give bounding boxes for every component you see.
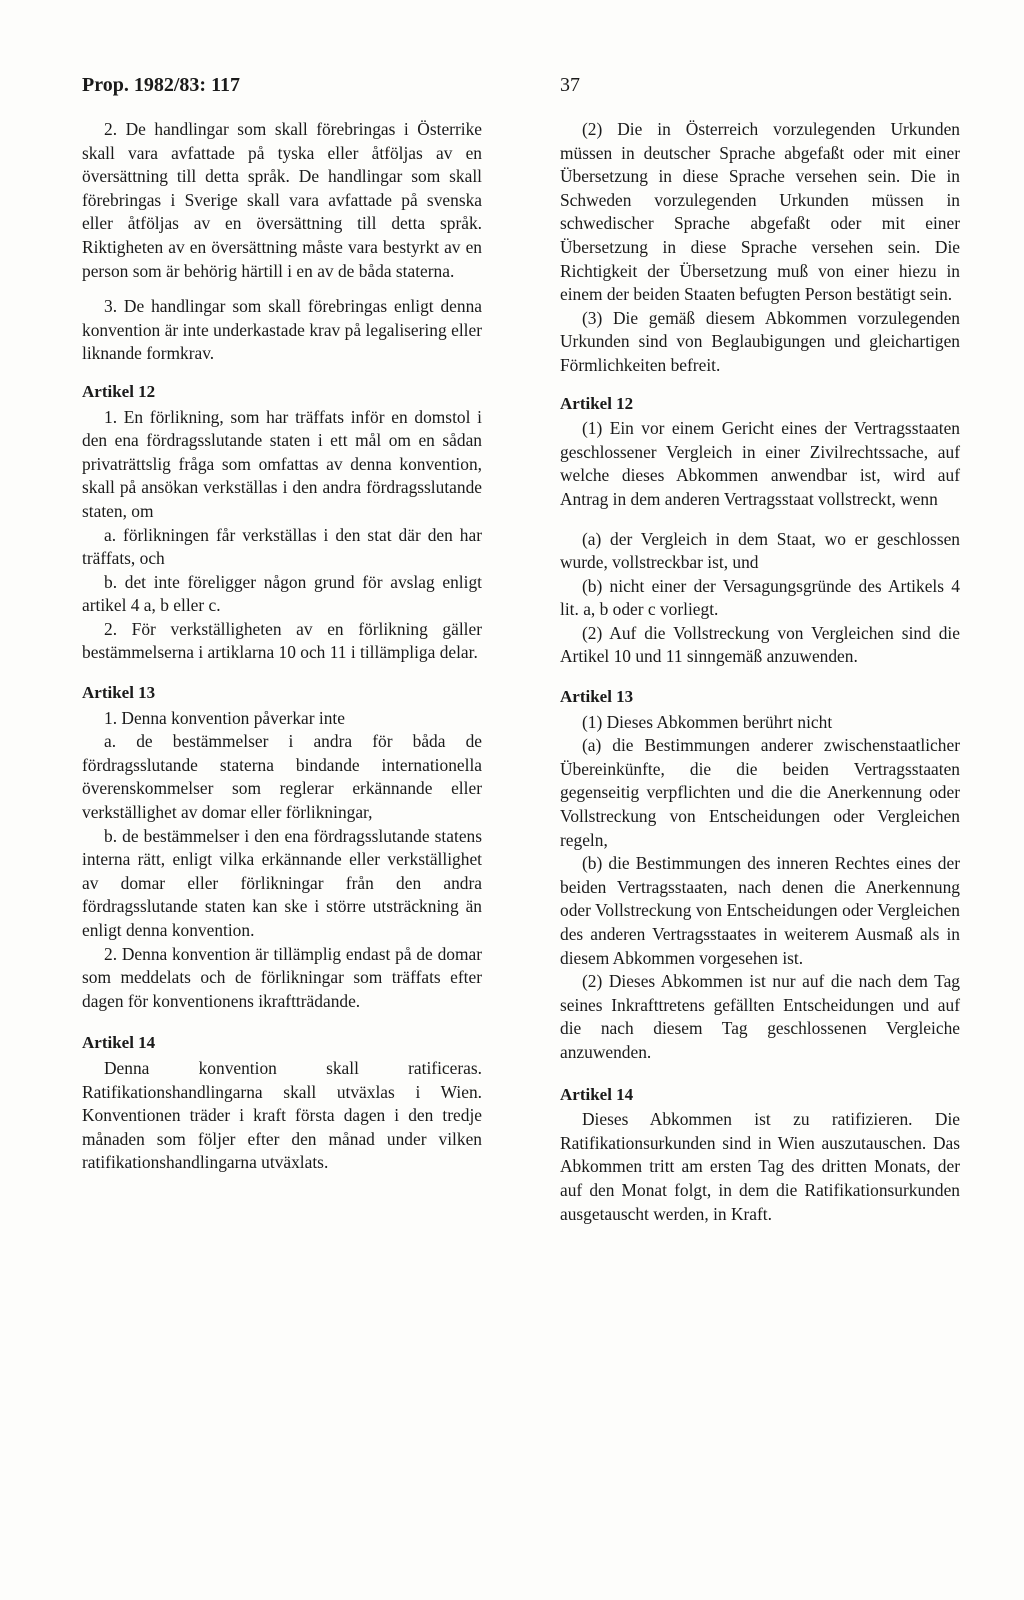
swedish-text-column (82, 118, 482, 1175)
paragraph: 1. Denna konvention påverkar inte (104, 707, 345, 728)
article-heading: Artikel 12 (82, 381, 156, 401)
article-heading: Artikel 14 (82, 1033, 156, 1053)
paragraph: (b) die Bestimmungen des inneren Rechtes eines der beiden Vertragsstaaten, nach denen die Anerkennung oder Vollstreckung von Entscheidungen oder Vergleichen des anderen Vertragsstaates in weiterem Ausmaß als in diesem Abkommen vorgesehen ist. (560, 853, 960, 968)
paragraph: (2) Die in Österreich vorzulegenden Urkunden müssen in deutscher Sprache abgefaßt oder mit einer Übersetzung in diese Sprache versehen sein. Die in Schweden vorzulegenden Urkunden müssen in schwedischer Sprache abgefaßt oder mit einer Übersetzung in diese Sprache versehen sein. Die Richtigkeit der Übersetzung muß von einer hiezu in einem der beiden Staaten befugten Person bestätigt sein. (560, 119, 960, 305)
paragraph: b. de bestämmelser i den ena fördragsslutande statens interna rätt, enligt vilka erkännande eller verkställighet av domar eller förlikningar från den andra fördragsslutande staten kan ske i större utsträckning än enligt denna konvention. (82, 825, 482, 940)
page-number: 37 (560, 74, 580, 96)
paragraph: Denna konvention skall ratificeras. Ratifikationshandlingarna skall utväxlas i Wien. Konventionen träder i kraft första dagen i den tredje månaden som följer efter den månad under vilken ratifikationshandlingarna utväxlats. (82, 1057, 482, 1173)
paragraph: a. förlikningen får verkställas i den stat där den har träffats, och (82, 524, 482, 569)
paragraph: a. de bestämmelser i andra för båda de fördragsslutande staterna bindande internationella överenskommelser som reglerar erkännande eller verkställighet av domar eller förlikningar, (82, 731, 482, 823)
paragraph: (b) nicht einer der Versagungsgründe des Artikels 4 lit. a, b oder c vorliegt. (560, 575, 960, 620)
paragraph: b. det inte föreligger någon grund för avslag enligt artikel 4 a, b eller c. (82, 571, 482, 616)
page-header-proposition: Prop. 1982/83: 117 (82, 74, 240, 96)
paragraph: Dieses Abkommen ist zu ratifizieren. Die Ratifikationsurkunden sind in Wien auszutauschen. Das Abkommen tritt am ersten Tag des dritten Monats, der auf den Monat folgt, in dem die Ratifikationsurkunden ausgetauscht werden, in Kraft. (560, 1109, 960, 1224)
paragraph: (1) Dieses Abkommen berührt nicht (582, 711, 833, 732)
paragraph: 2. Denna konvention är tillämplig endast på de domar som meddelats och de förlikningar som träffats efter dagen för konventionens ikraftträdande. (82, 943, 482, 1011)
paragraph: 2. De handlingar som skall förebringas i Österrike skall vara avfattade på tyska eller åtföljas av en översättning till detta språk. De handlingar som skall förebringas i Sverige skall vara avfattade på svenska eller åtföljas av en översättning till detta språk. Riktigheten av en översättning måste vara bestyrkt av en person som är behörig härtill i en av de båda staterna. (82, 119, 482, 281)
article-heading: Artikel 13 (82, 683, 156, 703)
paragraph: (2) Dieses Abkommen ist nur auf die nach dem Tag seines Inkrafttretens gefällten Entscheidungen und auf die nach diesem Tag geschlossenen Vergleiche anzuwenden. (560, 971, 960, 1062)
paragraph: 2. För verkställigheten av en förlikning gäller bestämmelserna i artiklarna 10 och 11 i tillämpliga delar. (82, 618, 482, 663)
article-heading: Artikel 13 (560, 687, 634, 707)
paragraph: 3. De handlingar som skall förebringas enligt denna konvention är inte underkastade krav på legalisering eller liknande formkrav. (82, 296, 482, 364)
paragraph: (2) Auf die Vollstreckung von Vergleichen sind die Artikel 10 und 11 sinngemäß anzuwenden. (560, 622, 960, 667)
paragraph: 1. En förlikning, som har träffats inför en domstol i den ena fördragsslutande staten i ett mål om en sådan privaträttslig fråga som omfattas av denna konvention, skall på ansökan verkställas i den andra fördragsslutande staten, om (82, 406, 482, 521)
paragraph: (a) der Vergleich in dem Staat, wo er geschlossen wurde, vollstreckbar ist, und (560, 528, 960, 573)
article-heading: Artikel 12 (560, 393, 634, 413)
article-heading: Artikel 14 (560, 1084, 634, 1104)
german-text-column (560, 118, 960, 1226)
paragraph: (3) Die gemäß diesem Abkommen vorzulegenden Urkunden sind von Beglaubigungen und gleichartigen Förmlichkeiten befreit. (560, 307, 960, 375)
paragraph: (a) die Bestimmungen anderer zwischenstaatlicher Übereinkünfte, die die beiden Vertragsstaaten gegenseitig verpflichten und die die Anerkennung oder Vollstreckung von Entscheidungen oder Vergleichen regeln, (560, 735, 960, 850)
paragraph: (1) Ein vor einem Gericht eines der Vertragsstaaten geschlossener Vergleich in einer Zivilrechtssache, auf welche dieses Abkommen anwendbar ist, wird auf Antrag in dem anderen Vertragsstaat vollstreckt, wenn (560, 418, 960, 509)
